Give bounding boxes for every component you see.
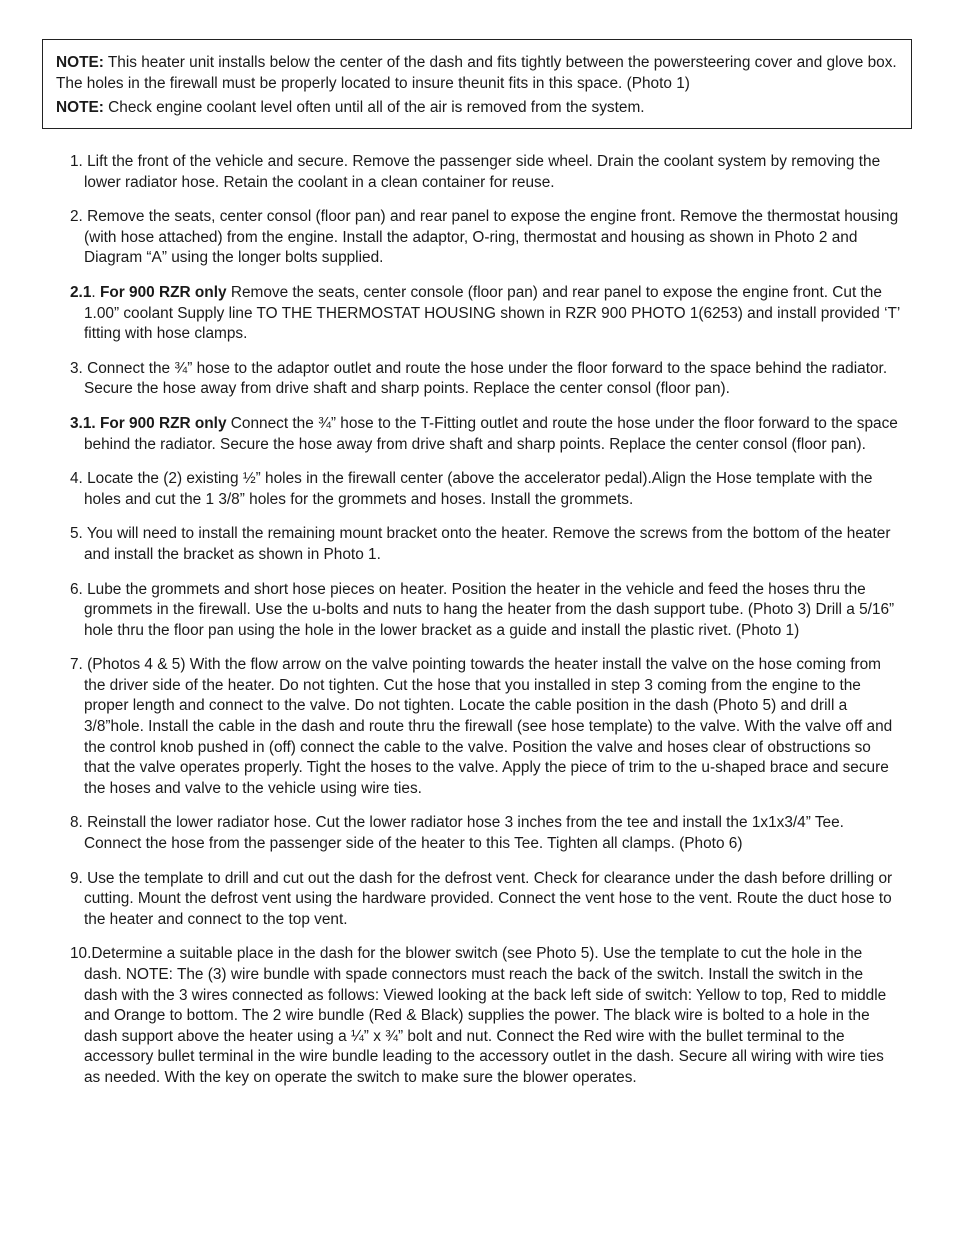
step-heading: For 900 RZR only bbox=[99, 283, 227, 301]
step-7: 7. (Photos 4 & 5) With the flow arrow on the valve pointing towards the heater install the valve on the hose coming from the driver side of the heater. Do not tighten. Cut the hose that you installed in step 3 coming from the engine to the proper length and connect to the valve. Do not tighten. Locate the cable position in the dash (Photo 5) and drill a 3/8”hole. Install the cable in the dash and route thru the firewall (see hose template) to the valve. With the valve off and the control knob pushed in (off) connect the cable to the valve. Position the valve and hoses clear of obstructions so that the valve operates properly. Tight the hoses to the valve. Apply the piece of trim to the u-shaped brace and secure the hoses and valve to the vehicle using wire ties. bbox=[70, 656, 893, 797]
note-label: NOTE: bbox=[56, 99, 104, 116]
step-6: 6. Lube the grommets and short hose pieces on heater. Position the heater in the vehicle and feed the hoses thru the grommets in the firewall. Use the u-bolts and nuts to hang the heater from the dash support tube. (Photo 3) Drill a 5/16” hole thru the floor pan using the hole in the lower bracket as a guide and install the plastic rivet. (Photo 1) bbox=[70, 580, 895, 639]
step-8: 8. Reinstall the lower radiator hose. Cut the lower radiator hose 3 inches from the tee and install the 1x1x3/4” Tee. Connect the hose from the passenger side of the heater to this Tee. Tighten all clamps. (Photo 6) bbox=[70, 814, 844, 853]
note-box bbox=[42, 39, 912, 129]
note-heater-placement bbox=[56, 53, 898, 94]
step-4: 4. Locate the (2) existing ½” holes in the firewall center (above the accelerator pedal).Align the Hose template with the holes and cut the 1 3/8” holes for the grommets and hoses. Install the grommets. bbox=[70, 470, 873, 508]
step-3-1 bbox=[70, 414, 900, 455]
note-label: NOTE: bbox=[56, 54, 104, 71]
step-text: Remove the seats, center console (floor pan) and rear panel to expose the engine front. Cut the 1.00” coolant Supply line TO THE THERMOSTAT HOUSING shown in RZR 900 PHOTO 1(6253) and install provided ‘T’ fitting with hose clamps. bbox=[84, 283, 900, 343]
step-5: 5. You will need to install the remaining mount bracket onto the heater. Remove the screws from the bottom of the heater and install the bracket as shown in Photo 1. bbox=[70, 525, 891, 563]
step-heading: 3.1. For 900 RZR only bbox=[70, 414, 227, 432]
step-2-1 bbox=[70, 283, 900, 345]
note-coolant-level bbox=[56, 98, 898, 119]
step-2: 2. Remove the seats, center consol (floor pan) and rear panel to expose the engine front. Remove the thermostat housing (with hose attached) from the engine. Install the adaptor, O-ring, thermostat and housing as shown in Photo 2 and Diagram “A” using the longer bolts supplied. bbox=[70, 208, 899, 267]
note-text: This heater unit installs below the center of the dash and fits tightly between the powersteering cover and glove box. The holes in the firewall must be properly located to insure theunit fits in this space. (Photo 1) bbox=[56, 54, 897, 92]
step-1: 1. Lift the front of the vehicle and secure. Remove the passenger side wheel. Drain the coolant system by removing the lower radiator hose. Retain the coolant in a clean container for reuse. bbox=[70, 153, 881, 191]
step-3: 3. Connect the ¾” hose to the adaptor outlet and route the hose under the floor forward to the space behind the radiator. Secure the hose away from drive shaft and sharp points. Replace the center consol (floor pan). bbox=[70, 359, 888, 398]
step-10: 10.Determine a suitable place in the dash for the blower switch (see Photo 5). Use the template to cut the hole in the dash. NOTE: The (3) wire bundle with spade connectors must reach the back of the switch. Install the switch in the dash with the 3 wires connected as follows: Viewed looking at the back left side of switch: Yellow to top, Red to middle and Orange to bottom. The 2 wire bundle (Red & Black) supplies the power. The black wire is bolted to a hole in the dash support above the heater using a ¼” x ¾” bolt and nut. Connect the Red wire with the bullet terminal to the accessory bullet terminal in the wire bundle leading to the accessory outlet in the dash. Secure all wiring with wire ties as needed. With the key on operate the switch to make sure the blower operates. bbox=[70, 945, 887, 1086]
note-text: Check engine coolant level often until all of the air is removed from the system. bbox=[103, 99, 645, 116]
step-separator: . bbox=[91, 283, 100, 301]
step-text: Connect the ¾” hose to the T-Fitting outlet and route the hose under the floor forward to the space behind the radiator. Secure the hose away from drive shaft and sharp points. Replace the center consol (floor pan). bbox=[84, 414, 898, 453]
step-9: 9. Use the template to drill and cut out the dash for the defrost vent. Check for clearance under the dash before drilling or cutting. Mount the defrost vent using the hardware provided. Connect the vent hose to the vent. Route the duct hose to the heater and connect to the top vent. bbox=[70, 869, 893, 928]
step-number: 2.1 bbox=[70, 283, 92, 301]
instruction-steps bbox=[70, 152, 900, 1103]
